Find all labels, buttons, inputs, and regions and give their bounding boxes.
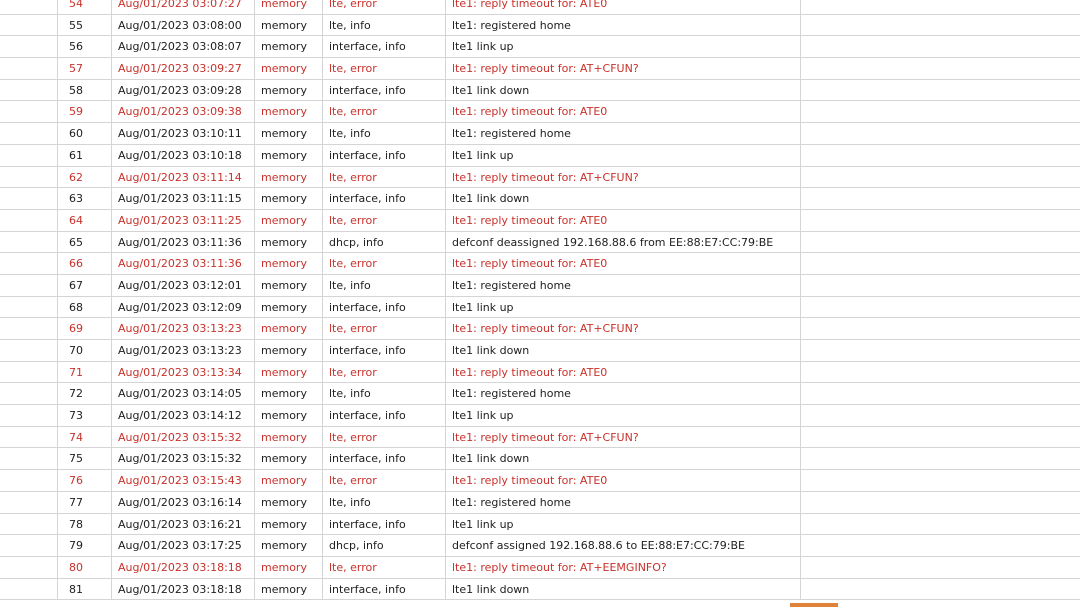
topics-cell[interactable]: interface, info [323,188,446,209]
time-cell[interactable]: Aug/01/2023 03:08:07 [112,36,255,57]
empty-cell [801,383,1080,404]
row-gutter-cell [0,340,58,361]
row-gutter-cell [0,275,58,296]
topics-cell[interactable]: interface, info [323,36,446,57]
topics-cell[interactable]: lte, error [323,557,446,578]
table-row[interactable] [0,514,1080,536]
buffer-cell[interactable]: memory [255,470,323,491]
row-gutter-cell [0,448,58,469]
message-cell[interactable]: lte1: reply timeout for: ATE0 [446,101,801,122]
row-number-cell[interactable]: 80 [58,557,112,578]
time-cell[interactable]: Aug/01/2023 03:07:27 [112,0,255,14]
table-row[interactable] [0,0,1080,15]
table-row[interactable] [0,362,1080,384]
table-row[interactable] [0,448,1080,470]
row-gutter-cell [0,232,58,253]
row-gutter-cell [0,145,58,166]
row-number-cell[interactable]: 56 [58,36,112,57]
time-cell[interactable]: Aug/01/2023 03:08:00 [112,15,255,36]
topics-cell[interactable]: dhcp, info [323,232,446,253]
table-row[interactable] [0,383,1080,405]
buffer-cell[interactable]: memory [255,15,323,36]
buffer-cell[interactable]: memory [255,123,323,144]
row-number-cell[interactable]: 58 [58,80,112,101]
empty-cell [801,123,1080,144]
row-gutter-cell [0,470,58,491]
empty-cell [801,210,1080,231]
topics-cell[interactable]: lte, error [323,470,446,491]
topics-cell[interactable]: lte, info [323,492,446,513]
message-cell[interactable]: lte1 link up [446,297,801,318]
time-cell[interactable]: Aug/01/2023 03:09:38 [112,101,255,122]
row-gutter-cell [0,58,58,79]
empty-cell [801,557,1080,578]
row-gutter-cell [0,514,58,535]
time-cell[interactable]: Aug/01/2023 03:09:27 [112,58,255,79]
buffer-cell[interactable]: memory [255,427,323,448]
time-cell[interactable]: Aug/01/2023 03:11:25 [112,210,255,231]
table-row[interactable] [0,557,1080,579]
topics-cell[interactable]: lte, error [323,318,446,339]
empty-cell [801,448,1080,469]
row-number-cell[interactable]: 69 [58,318,112,339]
table-row[interactable] [0,101,1080,123]
table-row[interactable] [0,318,1080,340]
message-cell[interactable]: lte1 link down [446,188,801,209]
topics-cell[interactable]: lte, error [323,58,446,79]
time-cell[interactable]: Aug/01/2023 03:11:36 [112,253,255,274]
table-row[interactable] [0,188,1080,210]
row-gutter-cell [0,405,58,426]
topics-cell[interactable]: lte, error [323,210,446,231]
message-cell[interactable]: lte1 link up [446,36,801,57]
message-cell[interactable]: lte1 link down [446,448,801,469]
table-row[interactable] [0,36,1080,58]
topics-cell[interactable]: interface, info [323,448,446,469]
time-cell[interactable]: Aug/01/2023 03:17:25 [112,535,255,556]
row-gutter-cell [0,167,58,188]
row-number-cell[interactable]: 71 [58,362,112,383]
table-row[interactable] [0,492,1080,514]
message-cell[interactable]: lte1: registered home [446,15,801,36]
message-cell[interactable]: lte1: reply timeout for: ATE0 [446,470,801,491]
topics-cell[interactable]: lte, info [323,15,446,36]
table-row[interactable] [0,579,1080,601]
table-row[interactable] [0,58,1080,80]
time-cell[interactable]: Aug/01/2023 03:16:21 [112,514,255,535]
row-number-cell[interactable]: 66 [58,253,112,274]
buffer-cell[interactable]: memory [255,514,323,535]
row-number-cell[interactable]: 65 [58,232,112,253]
row-number-cell[interactable]: 76 [58,470,112,491]
row-number-cell[interactable]: 77 [58,492,112,513]
empty-cell [801,275,1080,296]
buffer-cell[interactable]: memory [255,80,323,101]
row-gutter-cell [0,188,58,209]
row-number-cell[interactable]: 70 [58,340,112,361]
empty-cell [801,58,1080,79]
empty-cell [801,36,1080,57]
message-cell[interactable]: lte1 link up [446,145,801,166]
time-cell[interactable]: Aug/01/2023 03:10:11 [112,123,255,144]
buffer-cell[interactable]: memory [255,448,323,469]
empty-cell [801,427,1080,448]
row-gutter-cell [0,492,58,513]
row-gutter-cell [0,318,58,339]
table-row[interactable] [0,340,1080,362]
time-cell[interactable]: Aug/01/2023 03:13:34 [112,362,255,383]
time-cell[interactable]: Aug/01/2023 03:18:18 [112,557,255,578]
table-row[interactable] [0,253,1080,275]
table-row[interactable] [0,123,1080,145]
row-number-cell[interactable]: 68 [58,297,112,318]
empty-cell [801,514,1080,535]
topics-cell[interactable]: interface, info [323,405,446,426]
time-cell[interactable]: Aug/01/2023 03:11:36 [112,232,255,253]
message-cell[interactable]: lte1: reply timeout for: AT+CFUN? [446,167,801,188]
empty-cell [801,167,1080,188]
empty-cell [801,0,1080,14]
message-cell[interactable]: lte1: reply timeout for: ATE0 [446,0,801,14]
message-cell[interactable]: lte1: registered home [446,275,801,296]
time-cell[interactable]: Aug/01/2023 03:11:14 [112,167,255,188]
message-cell[interactable]: defconf assigned 192.168.88.6 to EE:88:E7:CC:79:BE [446,535,801,556]
buffer-cell[interactable]: memory [255,405,323,426]
table-row[interactable] [0,80,1080,102]
buffer-cell[interactable]: memory [255,188,323,209]
row-number-cell[interactable]: 62 [58,167,112,188]
row-number-cell[interactable]: 63 [58,188,112,209]
message-cell[interactable]: lte1: registered home [446,492,801,513]
row-number-cell[interactable]: 73 [58,405,112,426]
buffer-cell[interactable]: memory [255,557,323,578]
table-row[interactable] [0,15,1080,37]
time-cell[interactable]: Aug/01/2023 03:09:28 [112,80,255,101]
topics-cell[interactable]: lte, error [323,427,446,448]
table-row[interactable] [0,405,1080,427]
row-gutter-cell [0,362,58,383]
topics-cell[interactable]: interface, info [323,145,446,166]
row-number-cell[interactable]: 67 [58,275,112,296]
message-cell[interactable]: lte1: reply timeout for: ATE0 [446,253,801,274]
time-cell[interactable]: Aug/01/2023 03:15:32 [112,448,255,469]
row-gutter-cell [0,383,58,404]
empty-cell [801,318,1080,339]
time-cell[interactable]: Aug/01/2023 03:18:18 [112,579,255,600]
buffer-cell[interactable]: memory [255,275,323,296]
empty-cell [801,470,1080,491]
empty-cell [801,579,1080,600]
message-cell[interactable]: lte1 link down [446,579,801,600]
row-number-cell[interactable]: 60 [58,123,112,144]
time-cell[interactable]: Aug/01/2023 03:16:14 [112,492,255,513]
topics-cell[interactable]: interface, info [323,340,446,361]
buffer-cell[interactable]: memory [255,340,323,361]
empty-cell [801,535,1080,556]
empty-cell [801,80,1080,101]
buffer-cell[interactable]: memory [255,579,323,600]
row-gutter-cell [0,427,58,448]
topics-cell[interactable]: lte, info [323,383,446,404]
message-cell[interactable]: lte1: reply timeout for: AT+CFUN? [446,58,801,79]
buffer-cell[interactable]: memory [255,0,323,14]
time-cell[interactable]: Aug/01/2023 03:10:18 [112,145,255,166]
empty-cell [801,232,1080,253]
topics-cell[interactable]: dhcp, info [323,535,446,556]
time-cell[interactable]: Aug/01/2023 03:13:23 [112,318,255,339]
buffer-cell[interactable]: memory [255,362,323,383]
message-cell[interactable]: defconf deassigned 192.168.88.6 from EE:88:E7:CC:79:BE [446,232,801,253]
message-cell[interactable]: lte1: reply timeout for: ATE0 [446,362,801,383]
row-number-cell[interactable]: 54 [58,0,112,14]
row-number-cell[interactable]: 72 [58,383,112,404]
row-number-cell[interactable]: 61 [58,145,112,166]
buffer-cell[interactable]: memory [255,253,323,274]
topics-cell[interactable]: interface, info [323,514,446,535]
row-number-cell[interactable]: 59 [58,101,112,122]
buffer-cell[interactable]: memory [255,36,323,57]
scrollbar-marker[interactable] [790,603,838,607]
message-cell[interactable]: lte1: reply timeout for: AT+CFUN? [446,427,801,448]
row-number-cell[interactable]: 64 [58,210,112,231]
message-cell[interactable]: lte1: reply timeout for: AT+EEMGINFO? [446,557,801,578]
time-cell[interactable]: Aug/01/2023 03:11:15 [112,188,255,209]
topics-cell[interactable]: lte, error [323,167,446,188]
message-cell[interactable]: lte1 link up [446,514,801,535]
empty-cell [801,492,1080,513]
table-row[interactable] [0,470,1080,492]
row-number-cell[interactable]: 81 [58,579,112,600]
row-gutter-cell [0,579,58,600]
buffer-cell[interactable]: memory [255,383,323,404]
empty-cell [801,362,1080,383]
buffer-cell[interactable]: memory [255,145,323,166]
empty-cell [801,297,1080,318]
time-cell[interactable]: Aug/01/2023 03:12:01 [112,275,255,296]
buffer-cell[interactable]: memory [255,297,323,318]
table-row[interactable] [0,427,1080,449]
table-row[interactable] [0,297,1080,319]
row-number-cell[interactable]: 75 [58,448,112,469]
row-gutter-cell [0,297,58,318]
empty-cell [801,101,1080,122]
buffer-cell[interactable]: memory [255,318,323,339]
time-cell[interactable]: Aug/01/2023 03:15:43 [112,470,255,491]
message-cell[interactable]: lte1: reply timeout for: ATE0 [446,210,801,231]
row-gutter-cell [0,535,58,556]
empty-cell [801,253,1080,274]
row-gutter-cell [0,36,58,57]
table-row[interactable] [0,145,1080,167]
buffer-cell[interactable]: memory [255,232,323,253]
row-number-cell[interactable]: 57 [58,58,112,79]
buffer-cell[interactable]: memory [255,167,323,188]
row-number-cell[interactable]: 78 [58,514,112,535]
row-gutter-cell [0,15,58,36]
row-gutter-cell [0,557,58,578]
topics-cell[interactable]: lte, error [323,101,446,122]
row-gutter-cell [0,253,58,274]
empty-cell [801,405,1080,426]
buffer-cell[interactable]: memory [255,101,323,122]
buffer-cell[interactable]: memory [255,58,323,79]
table-row[interactable] [0,210,1080,232]
buffer-cell[interactable]: memory [255,535,323,556]
time-cell[interactable]: Aug/01/2023 03:14:05 [112,383,255,404]
empty-cell [801,340,1080,361]
table-row[interactable] [0,167,1080,189]
message-cell[interactable]: lte1: reply timeout for: AT+CFUN? [446,318,801,339]
message-cell[interactable]: lte1: registered home [446,383,801,404]
table-row[interactable] [0,535,1080,557]
time-cell[interactable]: Aug/01/2023 03:15:32 [112,427,255,448]
topics-cell[interactable]: lte, error [323,0,446,14]
time-cell[interactable]: Aug/01/2023 03:12:09 [112,297,255,318]
row-gutter-cell [0,123,58,144]
message-cell[interactable]: lte1 link down [446,80,801,101]
topics-cell[interactable]: interface, info [323,80,446,101]
time-cell[interactable]: Aug/01/2023 03:14:12 [112,405,255,426]
topics-cell[interactable]: lte, info [323,123,446,144]
empty-cell [801,188,1080,209]
message-cell[interactable]: lte1: registered home [446,123,801,144]
time-cell[interactable]: Aug/01/2023 03:13:23 [112,340,255,361]
row-gutter-cell [0,101,58,122]
message-cell[interactable]: lte1 link down [446,340,801,361]
topics-cell[interactable]: interface, info [323,579,446,600]
topics-cell[interactable]: lte, info [323,275,446,296]
topics-cell[interactable]: lte, error [323,362,446,383]
table-row[interactable] [0,275,1080,297]
row-number-cell[interactable]: 79 [58,535,112,556]
row-number-cell[interactable]: 74 [58,427,112,448]
buffer-cell[interactable]: memory [255,210,323,231]
empty-cell [801,15,1080,36]
row-gutter-cell [0,80,58,101]
row-gutter-cell [0,0,58,14]
topics-cell[interactable]: interface, info [323,297,446,318]
topics-cell[interactable]: lte, error [323,253,446,274]
table-row[interactable] [0,232,1080,254]
row-number-cell[interactable]: 55 [58,15,112,36]
empty-cell [801,145,1080,166]
message-cell[interactable]: lte1 link up [446,405,801,426]
row-gutter-cell [0,210,58,231]
buffer-cell[interactable]: memory [255,492,323,513]
